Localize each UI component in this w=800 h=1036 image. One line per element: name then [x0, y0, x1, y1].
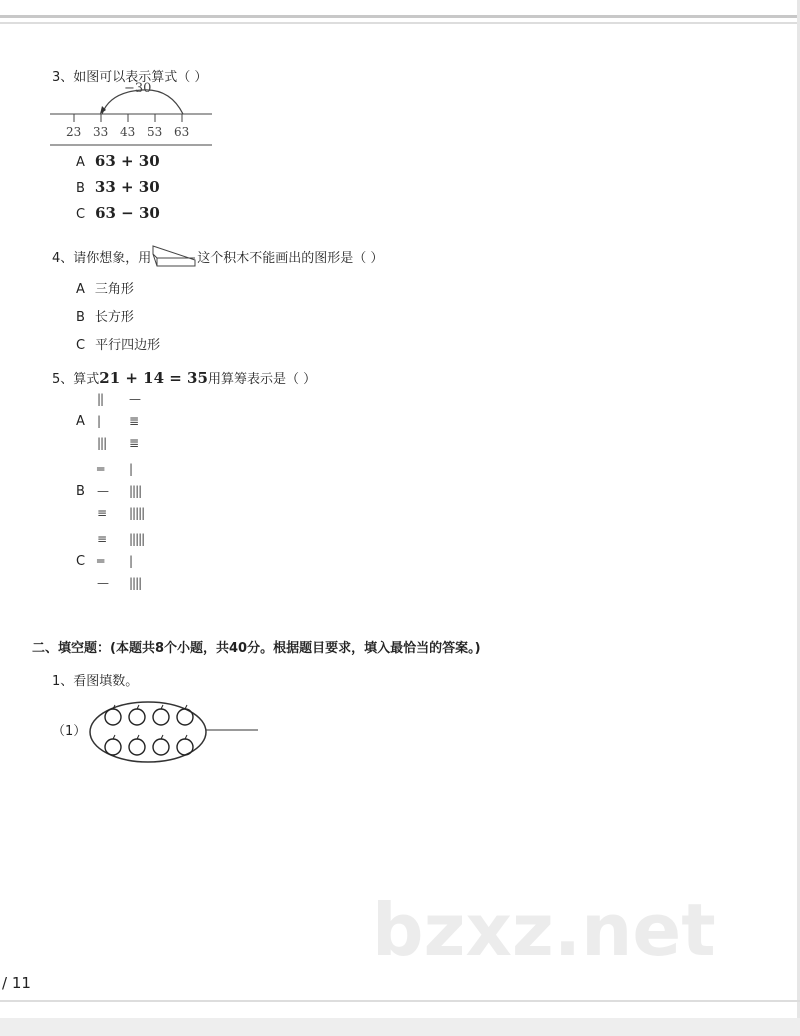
- counting-rod: —: [129, 392, 140, 406]
- option-letter: A: [76, 155, 85, 170]
- counting-rod: ≡: [97, 506, 107, 520]
- tick-label: 53: [147, 125, 163, 139]
- page-number: / 11: [2, 974, 31, 992]
- q4-title: [52, 244, 383, 268]
- apple-icon: [177, 739, 193, 755]
- q3-option-c[interactable]: [76, 204, 160, 222]
- option-letter: A: [76, 282, 85, 297]
- tick-label: 23: [66, 125, 82, 139]
- counting-rod: |: [129, 554, 133, 568]
- counting-rod: ||: [97, 392, 104, 406]
- q4-suffix: 这个积木不能画出的图形是（ ）: [197, 250, 384, 266]
- tick-label: 63: [174, 125, 190, 139]
- option-text: 平行四边形: [95, 338, 161, 353]
- apple-icon: [105, 709, 121, 725]
- jump-label: −30: [124, 81, 152, 96]
- apple-icon: [129, 739, 145, 755]
- apples-figure: [88, 700, 260, 770]
- counting-rod: ||||: [129, 576, 142, 590]
- fill1-sub: （1）: [52, 724, 87, 739]
- option-letter: B: [76, 310, 85, 325]
- q4-option-b[interactable]: [76, 306, 134, 325]
- option-expr: 33 + 30: [94, 178, 160, 196]
- counting-rod: |||||: [129, 532, 145, 546]
- header-strip: [0, 0, 800, 14]
- header-divider-2: [0, 22, 800, 24]
- counting-rod: ||||: [129, 484, 142, 498]
- q3-option-a[interactable]: [76, 152, 160, 170]
- apple-icon: [129, 709, 145, 725]
- option-letter: B: [76, 181, 85, 196]
- counting-rod: ≣: [129, 436, 139, 450]
- counting-rod: ═: [97, 462, 104, 476]
- q5-title: [52, 368, 316, 387]
- counting-rod: |: [97, 414, 101, 428]
- counting-rod: |: [129, 462, 133, 476]
- q3-option-b[interactable]: [76, 178, 160, 196]
- q5-option-a[interactable]: A: [76, 414, 85, 429]
- option-expr: 63 + 30: [94, 152, 160, 170]
- counting-rod: ≣: [129, 414, 139, 428]
- counting-rod: |||||: [129, 506, 145, 520]
- apple-icon: [153, 739, 169, 755]
- section2-title: 二、填空题：(本题共8个小题，共40分。根据题目要求，填入最恰当的答案。): [32, 641, 481, 656]
- counting-rod: ≡: [97, 532, 107, 546]
- fill1-title: 1、看图填数。: [52, 674, 139, 689]
- q5-prefix: 5、算式: [52, 372, 100, 387]
- option-letter: C: [76, 207, 86, 222]
- apple-icon: [153, 709, 169, 725]
- counting-rod: ═: [97, 554, 104, 568]
- watermark: bzxz.net: [372, 888, 716, 972]
- header-divider: [0, 15, 800, 18]
- option-letter: C: [76, 338, 86, 353]
- tick-label: 33: [93, 125, 109, 139]
- q5-option-c[interactable]: C: [76, 554, 86, 569]
- apple-icon: [177, 709, 193, 725]
- counting-rod: |||: [97, 436, 107, 450]
- tick-label: 43: [120, 125, 136, 139]
- q4-option-a[interactable]: [76, 278, 134, 297]
- option-text: 三角形: [94, 282, 134, 297]
- q5-suffix: 用算筹表示是（ ）: [207, 372, 317, 387]
- number-line-figure: [50, 80, 215, 150]
- page-gap: [0, 1018, 800, 1036]
- apple-icon: [105, 739, 121, 755]
- q4-option-c[interactable]: [76, 334, 160, 353]
- q5-option-b[interactable]: B: [76, 484, 85, 499]
- option-text: 长方形: [94, 310, 134, 325]
- q3-title: 3、如图可以表示算式（ ）: [52, 70, 208, 85]
- counting-rod: —: [97, 576, 108, 590]
- footer-divider: [0, 1000, 800, 1002]
- block-shape-icon: [151, 244, 197, 268]
- option-expr: 63 − 30: [95, 204, 160, 222]
- counting-rod: —: [97, 484, 108, 498]
- q5-expr: 21 + 14 = 35: [99, 369, 208, 387]
- q4-prefix: 4、请你想象，用: [52, 250, 152, 266]
